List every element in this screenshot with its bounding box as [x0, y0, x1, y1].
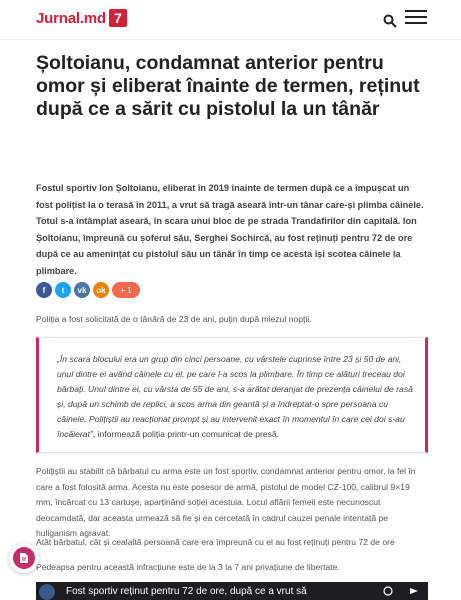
- article-lead: Fostul sportiv Ion Șoltoianu, eliberat în 2019 înainte de termen după ce a împușcat un fost polițist la o terasă în 2011, a vrut să tragă aseară într-un tânar care-și plimba câinele. Totul s-a întâmplat aseară, în scara unui bloc de pe strada Trandafirilor din capitală. Ion Șoltoianu, împreună cu șoferul său, Serghei Sochircă, au fost reținuți pentru 72 de ore după ce au amenințat cu pistolul său un tânăr în timp ce acesta își scotea câinele la plimbare.: [36, 183, 424, 276]
- article-paragraph: Polițiștii au stabilit că bărbatul cu arma este un fost sportiv, condamnat anterior pentru omor, la fel în care a fost folosită arma. Acesta nu este posesor de armă, pistolul de model CZ-100, calibrul 9×19 mm, încărcat cu 13 cartușe, aparținând soției acestuia. Locul aflării femeii este necunoscut deocamdată, dar aceasta urmează să fie și ea cercetată în cadrul cauzei penale intentată pe huliganism agravat.: [36, 466, 416, 538]
- share-facebook-button[interactable]: f: [36, 282, 52, 298]
- video-title[interactable]: Fost sportiv reținut pentru 72 de ore, după ce a vrut să: [66, 586, 307, 597]
- quote-italic: „În scara blocului era un grup din cinci persoane, cu vârstele cuprinse între 23 și 50 de ani, unul dintre ei având câinele cu el, pe care l-a scos la plimbare. În timp ce alături treceau doi bărbați. Unul dintre ei, cu vârsta de 55 de ani, s-a arătat deranjat de prezența câinelui de rasă și, după un schimb de replici, a scos arma din geantă și a îndreptat-o spre persoana cu câinele. Polițiștii au reacționat prompt și au intervenit exact în momentul în care cei doi s-au încăierat”: [57, 354, 413, 439]
- search-icon[interactable]: [383, 14, 397, 28]
- document-icon: [13, 547, 35, 569]
- logo-badge: 7: [109, 9, 127, 27]
- channel-avatar[interactable]: [39, 584, 55, 600]
- article-title: Șoltoianu, condamnat anterior pentru omor și eliberat înainte de termen, reținut după ce a sărit cu pistolul la un tânăr: [36, 52, 420, 120]
- article-paragraph: Atât bărbatul, cât și cealaltă persoană care era împreună cu el au fost reținuți pentru 72 de ore: [36, 537, 395, 547]
- article-paragraph: Pedeapsa pentru această infracțiune este de la 3 la 7 ani privațiune de libertate.: [36, 562, 340, 572]
- site-header: [0, 0, 461, 40]
- site-logo[interactable]: [36, 9, 127, 27]
- logo-text: Jurnal.md: [36, 9, 106, 27]
- share-bar: [36, 282, 140, 298]
- share-vk-button[interactable]: vk: [74, 282, 90, 298]
- article-paragraph: Poliția a fost solicitată de o tânără de 23 de ani, puțin după miezul nopții.: [36, 314, 312, 324]
- article-quote: [36, 337, 428, 453]
- hamburger-menu-icon[interactable]: [405, 10, 427, 24]
- floating-action-button[interactable]: [9, 543, 39, 573]
- quote-text: [57, 352, 413, 442]
- quote-attribution: , informează poliția printr-un comunicat de presă.: [92, 429, 280, 439]
- video-actions-icon[interactable]: [382, 586, 422, 596]
- share-odnoklassniki-button[interactable]: ok: [93, 282, 109, 298]
- video-embed[interactable]: [36, 582, 428, 600]
- share-more-button[interactable]: + 1: [112, 282, 140, 298]
- share-twitter-button[interactable]: t: [55, 282, 71, 298]
